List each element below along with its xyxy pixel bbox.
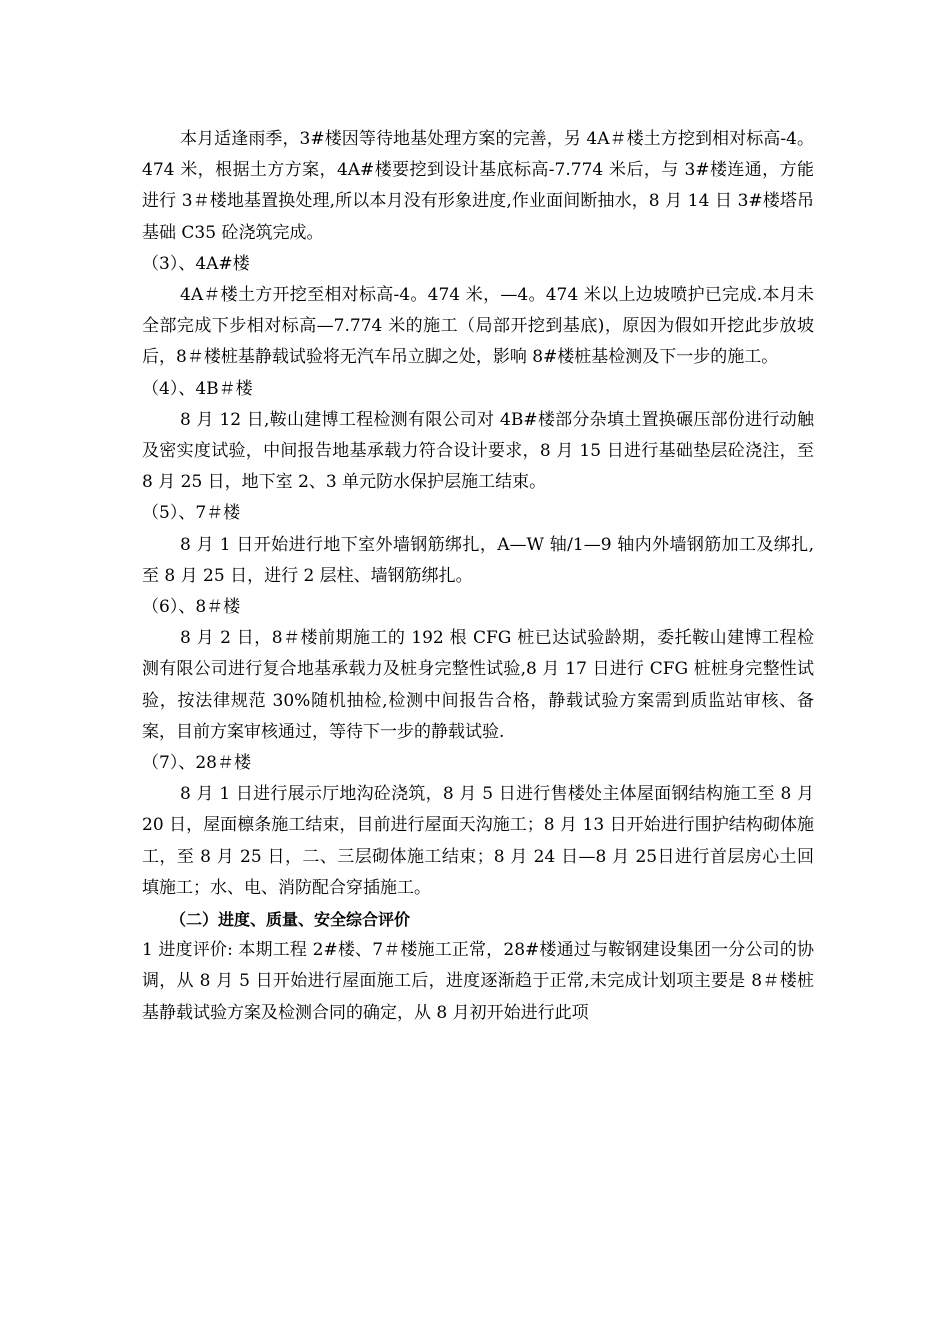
paragraph-4a-building: 4A＃楼土方开挖至相对标高-4。474 米，—4。474 米以上边坡喷护已完成.本月未全部完成下步相对标高—7.774 米的施工（局部开挖到基底)，原因为假如开挖此步放坡后，8＃楼桩基静载试验将无汽车吊立脚之处，影响 8#楼桩基检测及下一步的施工。 (142, 285, 814, 368)
heading-7-building: （5）、7＃楼 (142, 503, 241, 524)
heading-8-building: （6）、8＃楼 (142, 597, 241, 618)
paragraph-8-building: 8 月 2 日，8＃楼前期施工的 192 根 CFG 桩已达试验龄期，委托鞍山建博工程检测有限公司进行复合地基承载力及桩身完整性试验,8 月 17 日进行 CFG 桩桩身完整性试验，按法律规范 30%随机抽检,检测中间报告合格，静载试验方案需到质监站审核、备案，目前方案审核通过，等待下一步的静载试验. (142, 628, 814, 742)
heading-4a-building: （3）、4A#楼 (142, 253, 250, 274)
paragraph-4b-building: 8 月 12 日,鞍山建博工程检测有限公司对 4B#楼部分杂填土置换碾压部份进行动触及密实度试验，中间报告地基承载力符合设计要求，8 月 15 日进行基础垫层砼浇注，至 8 月 25 日，地下室 2、3 单元防水保护层施工结束。 (142, 409, 814, 493)
heading-4b-building: （4）、4B＃楼 (142, 378, 253, 399)
heading-28-building: （7）、28＃楼 (142, 753, 251, 774)
document-body (142, 124, 814, 1029)
section-heading-evaluation: （二）进度、质量、安全综合评价 (170, 910, 411, 930)
paragraph-7-building: 8 月 1 日开始进行地下室外墙钢筋绑扎，A—W 轴/1—9 轴内外墙钢筋加工及绑扎,至 8 月 25 日，进行 2 层柱、墙钢筋绑扎。 (142, 534, 814, 586)
paragraph-28-building: 8 月 1 日进行展示厅地沟砼浇筑，8 月 5 日进行售楼处主体屋面钢结构施工至 8 月 20 日，屋面檩条施工结束，目前进行屋面天沟施工；8 月 13 日开始进行围护结构砌体施工，至 8 月 25 日，二、三层砌体施工结束；8 月 24 日—8 月 25日进行首层房心土回填施工；水、电、消防配合穿插施工。 (142, 784, 814, 898)
paragraph-progress-evaluation: 1 进度评价: 本期工程 2#楼、7＃楼施工正常，28#楼通过与鞍钢建设集团一分公司的协调，从 8 月 5 日开始进行屋面施工后，进度逐渐趋于正常,未完成计划项主要是 8＃楼桩基静载试验方案及检测合同的确定，从 8 月初开始进行此项 (142, 940, 814, 1023)
paragraph-3-building-status: 本月适逢雨季，3#楼因等待地基处理方案的完善，另 4A＃楼土方挖到相对标高-4。474 米，根据土方方案，4A#楼要挖到设计基底标高-7.774 米后，与 3#楼连通，方能进行 3＃楼地基置换处理,所以本月没有形象进度,作业面间断抽水，8 月 14 日 3#楼塔吊基础 C35 砼浇筑完成。 (142, 129, 814, 243)
